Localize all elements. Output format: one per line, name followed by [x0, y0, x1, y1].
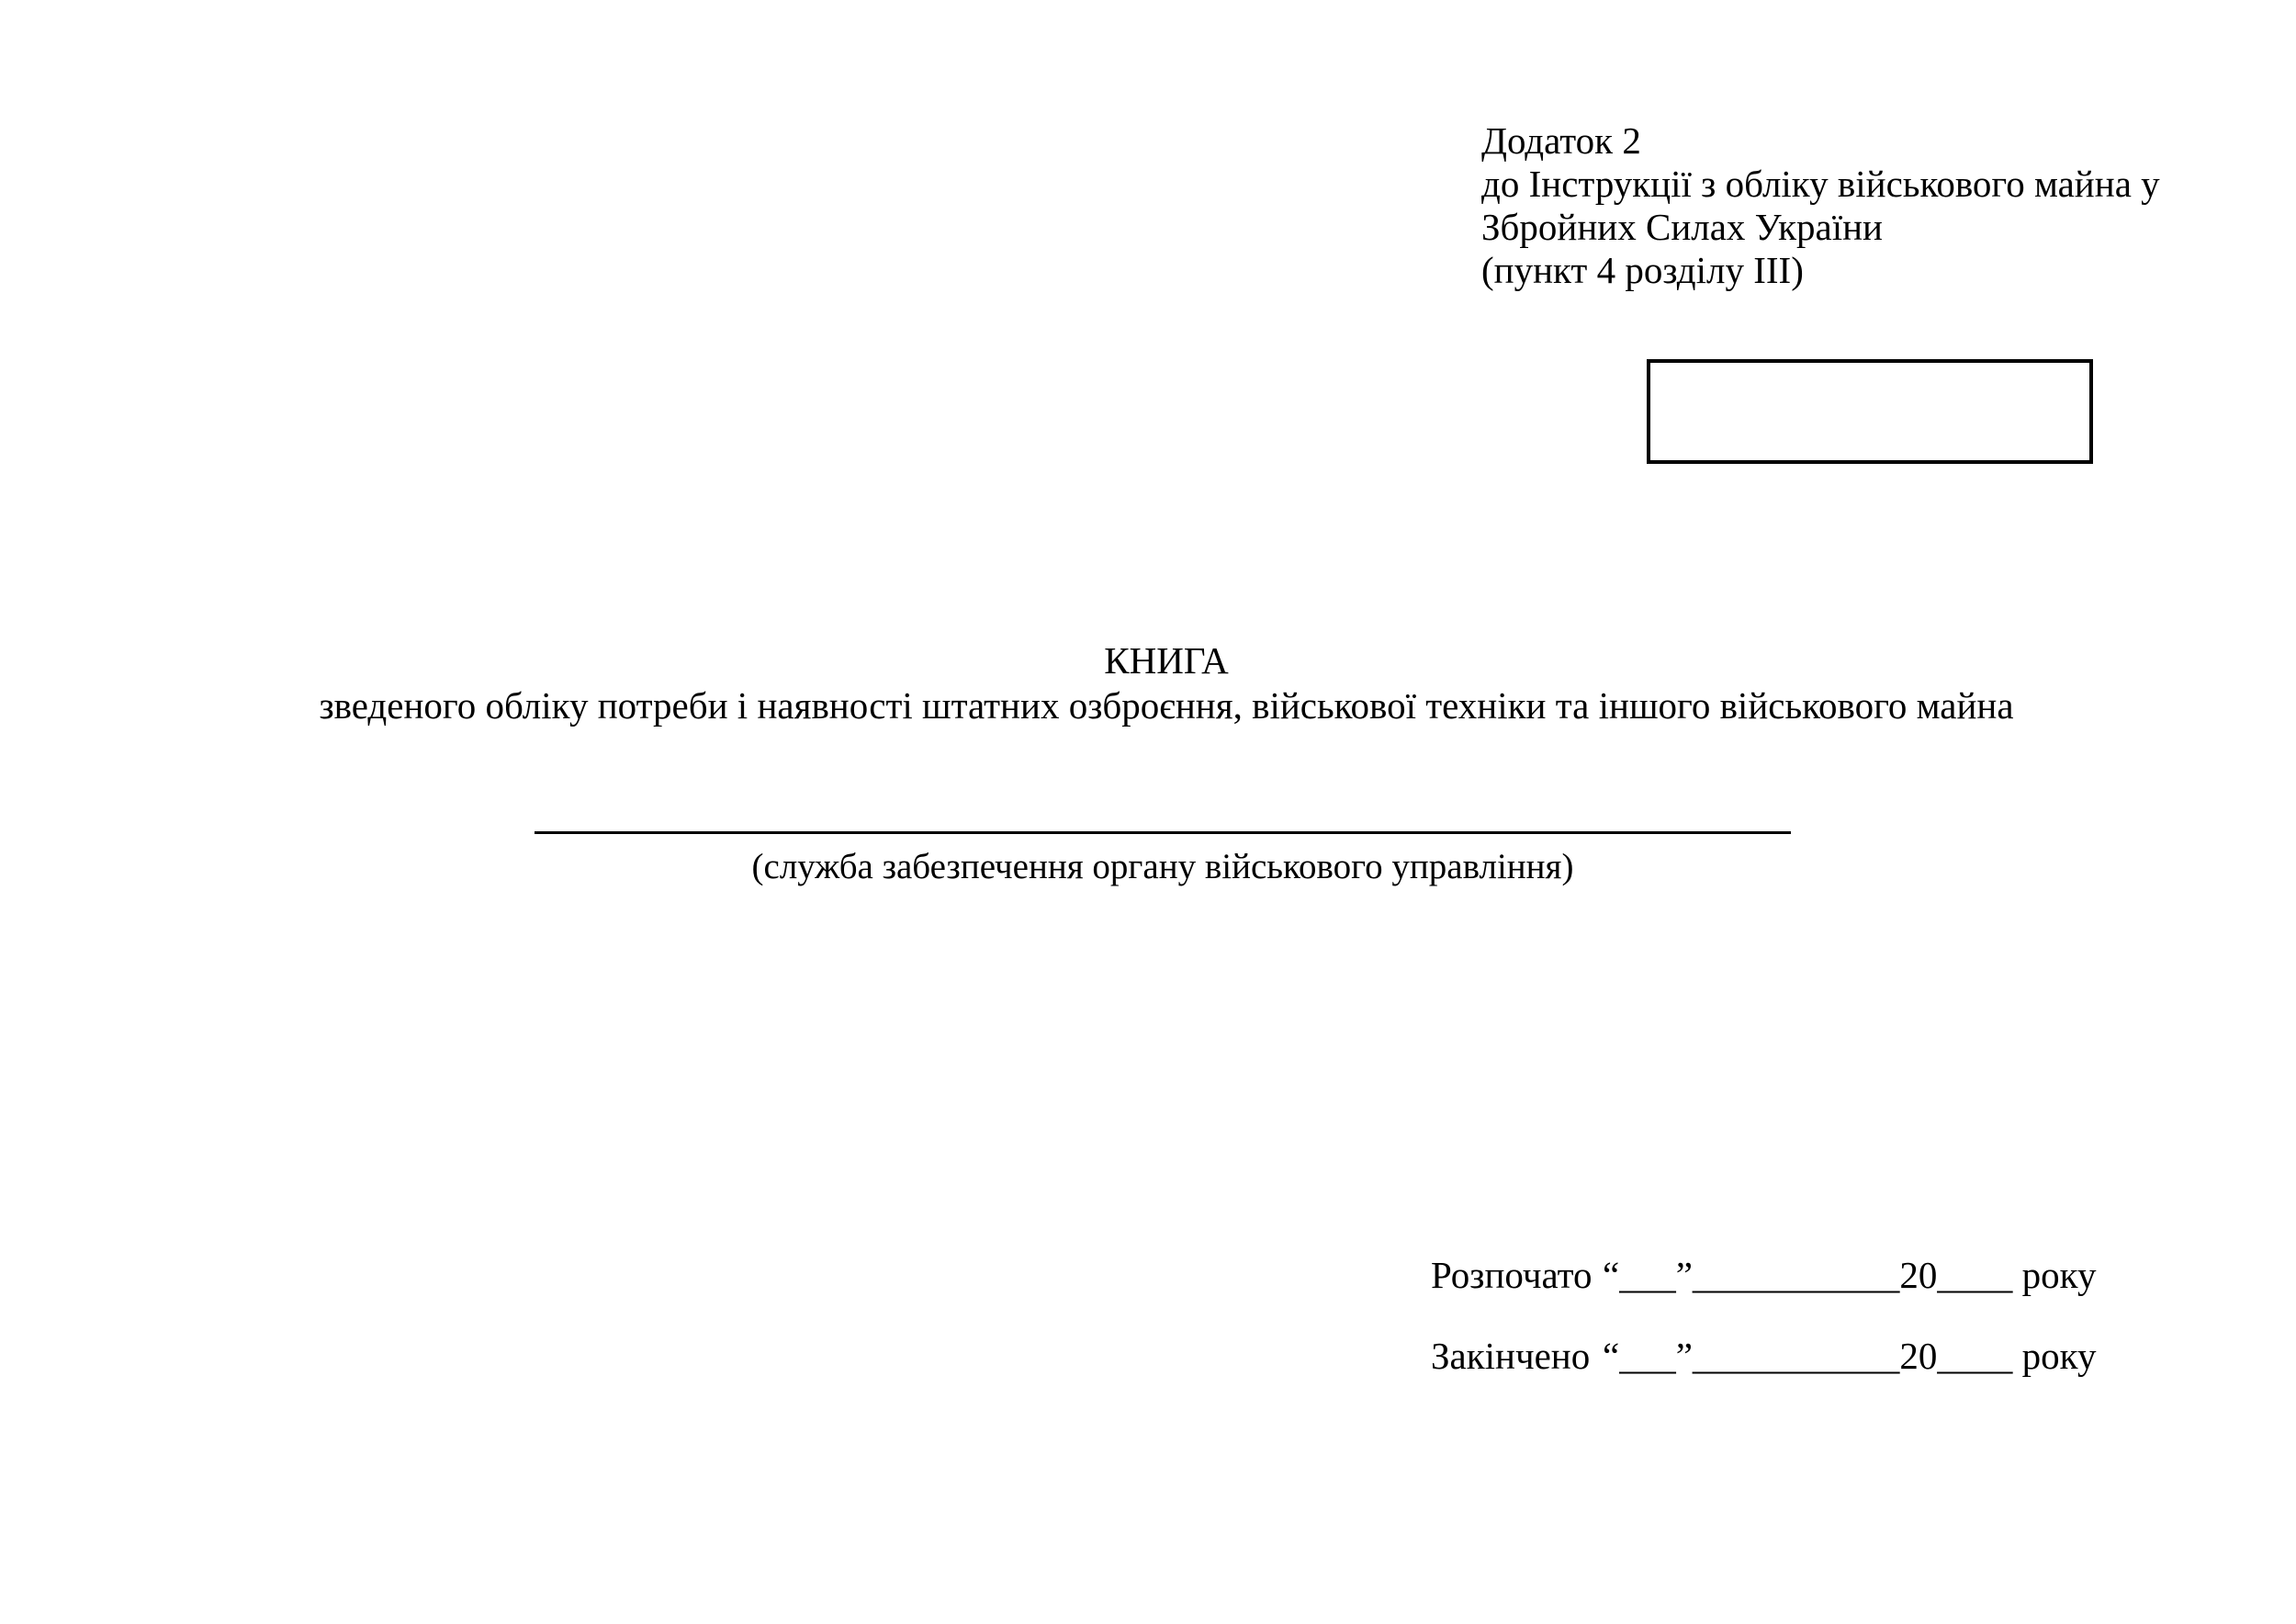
date-started-value: “___”___________20____ року: [1603, 1254, 2097, 1296]
annex-line-3: Збройних Силах України: [1481, 206, 1883, 248]
date-row-finished: [1431, 1333, 2096, 1379]
org-name-blank-line: [535, 831, 1791, 834]
document-title-block: [37, 638, 2296, 728]
date-finished-label: Закінчено: [1431, 1335, 1591, 1377]
annex-reference: [1481, 119, 2271, 292]
annex-line-2: до Інструкції з обліку військового майна у: [1481, 163, 2160, 205]
annex-line-1: Додаток 2: [1481, 119, 1641, 162]
org-name-caption: (служба забезпечення органу військового управління): [751, 847, 1574, 886]
title-heading: КНИГА: [1104, 639, 1229, 682]
date-finished-value: “___”___________20____ року: [1603, 1335, 2097, 1377]
title-subtitle: зведеного обліку потреби і наявності штатних озброєння, військової техніки та іншого військового майна: [319, 684, 2014, 727]
date-row-started: [1431, 1252, 2096, 1298]
date-started-label: Розпочато: [1431, 1254, 1593, 1296]
annex-line-4: (пункт 4 розділу III): [1481, 249, 1804, 291]
dates-block: [1431, 1252, 2096, 1379]
stamp-box: [1647, 359, 2093, 464]
